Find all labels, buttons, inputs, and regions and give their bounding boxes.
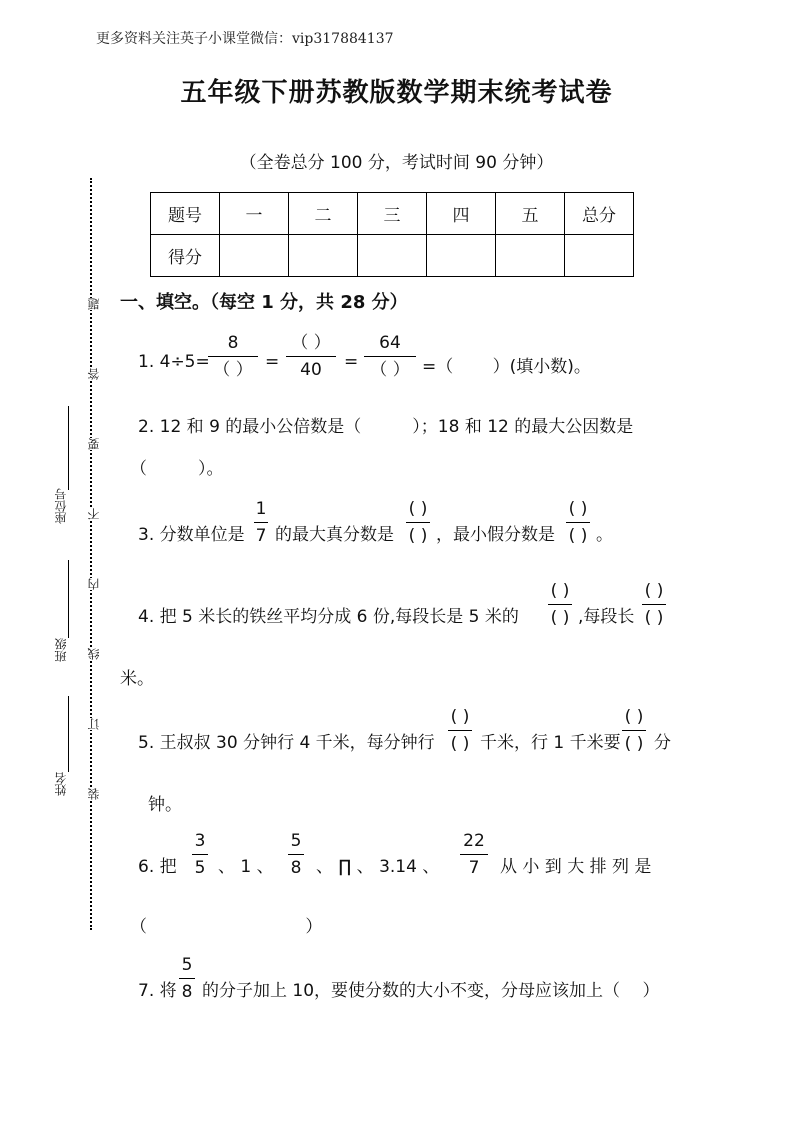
- seal-char: 装: [87, 788, 101, 800]
- score-cell: 得分: [151, 235, 220, 277]
- numerator: 1: [255, 499, 267, 519]
- denominator[interactable]: ( ): [624, 734, 644, 754]
- denominator[interactable]: ( ): [550, 608, 570, 628]
- score-input-cell[interactable]: [496, 235, 565, 277]
- q5-prefix: 5. 王叔叔 30 分钟行 4 千米，每分钟行: [138, 733, 435, 753]
- seal-char: 内: [87, 578, 101, 590]
- q1-prefix: 1. 4÷5=: [138, 352, 210, 372]
- equals-sign: =: [344, 352, 359, 372]
- q2-line-2: （ ）。: [130, 459, 224, 479]
- seal-char: 答: [87, 368, 101, 380]
- denominator: 40: [300, 360, 322, 380]
- q5-suffix: 分: [654, 733, 671, 753]
- q6-separator-2: 、 ∏ 、 3.14 、: [316, 857, 440, 877]
- q4-answer-fraction-2[interactable]: [642, 580, 666, 629]
- q5-middle: 千米，行 1 千米要: [480, 733, 621, 753]
- denominator[interactable]: （ ）: [370, 360, 410, 380]
- denominator: 7: [255, 526, 267, 546]
- q6-fraction-22-7: [460, 830, 488, 879]
- numerator: 8: [227, 333, 239, 353]
- q6-fraction-5-8: [288, 830, 304, 879]
- name-label: 姓名: [54, 772, 68, 796]
- numerator: 22: [463, 831, 485, 851]
- denominator: 8: [181, 982, 193, 1002]
- q7-fraction-5-8: [179, 954, 195, 1003]
- numerator[interactable]: ( ): [568, 499, 588, 519]
- q4-middle: ,每段长: [578, 607, 635, 627]
- numerator: 5: [181, 955, 193, 975]
- score-input-cell[interactable]: [289, 235, 358, 277]
- score-table-score-row: [151, 235, 634, 277]
- score-input-cell[interactable]: [427, 235, 496, 277]
- q4-prefix: 4. 把 5 米长的铁丝平均分成 6 份,每段长是 5 米的: [138, 607, 519, 627]
- score-cell: 四: [427, 193, 496, 235]
- denominator[interactable]: （ ）: [213, 360, 253, 380]
- seat-number-label: 座位号: [54, 488, 68, 524]
- binding-dotted-line: [90, 178, 92, 930]
- score-cell: 二: [289, 193, 358, 235]
- q6-answer-blank[interactable]: （ ）: [130, 917, 323, 937]
- q7-prefix: 7. 将: [138, 981, 177, 1001]
- q3-prefix: 3. 分数单位是: [138, 525, 245, 545]
- denominator[interactable]: ( ): [568, 526, 588, 546]
- denominator: 7: [468, 858, 480, 878]
- denominator: 5: [194, 858, 206, 878]
- score-cell: 题号: [151, 193, 220, 235]
- q6-prefix: 6. 把: [138, 857, 177, 877]
- q3-middle-2: ，最小假分数是: [436, 525, 555, 545]
- q6-fraction-3-5: [192, 830, 208, 879]
- q4-answer-fraction-1[interactable]: [548, 580, 572, 629]
- q3-suffix: 。: [596, 525, 613, 545]
- score-table-header-row: [151, 193, 634, 235]
- numerator: 3: [194, 831, 206, 851]
- q1-fraction-1: [208, 332, 258, 381]
- numerator[interactable]: ( ): [550, 581, 570, 601]
- q4-line-2: 米。: [120, 669, 154, 689]
- q1-fraction-2: [286, 332, 336, 381]
- score-input-cell[interactable]: [358, 235, 427, 277]
- seal-char: 线: [87, 648, 101, 660]
- seal-char: 不: [87, 508, 101, 520]
- q3-middle-1: 的最大真分数是: [275, 525, 394, 545]
- q6-separator-1: 、 1 、: [218, 857, 274, 877]
- q1-fraction-3: [364, 332, 416, 381]
- numerator[interactable]: ( ): [624, 707, 644, 727]
- header-note: 更多资料关注英子小课堂微信：vip317884137: [96, 31, 394, 47]
- score-table: [150, 192, 634, 277]
- score-cell: 一: [220, 193, 289, 235]
- denominator: 8: [290, 858, 302, 878]
- score-input-cell[interactable]: [565, 235, 634, 277]
- denominator[interactable]: ( ): [408, 526, 428, 546]
- seal-char: 订: [87, 718, 101, 730]
- q5-answer-fraction-1[interactable]: [448, 706, 472, 755]
- numerator: 5: [290, 831, 302, 851]
- score-cell: 五: [496, 193, 565, 235]
- q5-answer-fraction-2[interactable]: [622, 706, 646, 755]
- numerator: 64: [379, 333, 401, 353]
- numerator[interactable]: ( ): [408, 499, 428, 519]
- q5-line-2: 钟。: [148, 795, 182, 815]
- q3-answer-fraction-1[interactable]: [406, 498, 430, 547]
- equals-sign: =: [265, 352, 280, 372]
- q2-line-1: 2. 12 和 9 的最小公倍数是（ ）；18 和 12 的最大公因数是: [138, 417, 634, 437]
- score-cell: 三: [358, 193, 427, 235]
- section-heading: 一、填空。（每空 1 分，共 28 分）: [120, 292, 408, 313]
- numerator[interactable]: （ ）: [291, 333, 331, 353]
- q6-suffix: 从 小 到 大 排 列 是: [500, 857, 652, 877]
- class-line[interactable]: [68, 560, 69, 638]
- q7-suffix: 的分子加上 10，要使分数的大小不变，分母应该加上（ ）: [202, 981, 660, 1001]
- name-line[interactable]: [68, 696, 69, 772]
- q3-unit-fraction: [254, 498, 268, 547]
- score-cell: 总分: [565, 193, 634, 235]
- q3-answer-fraction-2[interactable]: [566, 498, 590, 547]
- score-input-cell[interactable]: [220, 235, 289, 277]
- numerator[interactable]: ( ): [450, 707, 470, 727]
- seat-number-line[interactable]: [68, 406, 69, 490]
- q1-suffix: =（ ）(填小数)。: [422, 357, 591, 377]
- denominator[interactable]: ( ): [450, 734, 470, 754]
- page-title: 五年级下册苏教版数学期末统考试卷: [180, 78, 613, 108]
- seal-char: 要: [87, 438, 101, 450]
- numerator[interactable]: ( ): [644, 581, 664, 601]
- denominator[interactable]: ( ): [644, 608, 664, 628]
- class-label: 班级: [54, 638, 68, 662]
- exam-info: （全卷总分 100 分，考试时间 90 分钟）: [239, 153, 554, 173]
- seal-char: 题: [87, 298, 101, 310]
